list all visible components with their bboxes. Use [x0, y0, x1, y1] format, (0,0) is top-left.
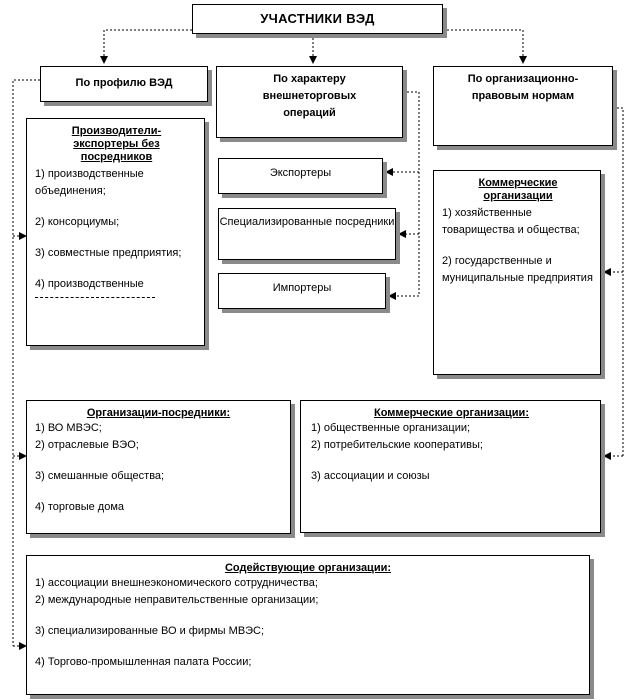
- intermediaries-item: 4) торговые дома: [35, 501, 125, 513]
- specialized-label: Специализированные посредники: [219, 216, 395, 228]
- producers-item: 1) производственные объединения;: [35, 168, 144, 197]
- diagram-title: УЧАСТНИКИ ВЭД: [260, 11, 375, 26]
- specialized-box: [218, 208, 396, 260]
- producers-continuation: [35, 297, 155, 298]
- commercial-lower-item: 2) потребительские кооперативы;: [311, 439, 483, 451]
- exporters-label: Экспортеры: [269, 167, 332, 179]
- commercial-lower-item: 3) ассоциации и союзы: [311, 470, 430, 482]
- connector-title-profile: [104, 30, 192, 63]
- category-legal: По организационно-правовым нормам: [467, 73, 579, 102]
- category-character-box: [216, 66, 403, 138]
- intermediaries-item: 2) отраслевые ВЭО;: [35, 439, 139, 451]
- intermediaries-box: [26, 400, 291, 534]
- commercial-lower-item: 1) общественные организации;: [311, 422, 471, 434]
- assisting-item: 1) ассоциации внешнеэкономического сотрудничества;: [35, 577, 318, 589]
- commercial-right-title: Коммерческие организации: [478, 177, 558, 202]
- commercial-right-item: 2) государственные и муниципальные предприятия: [442, 255, 593, 284]
- commercial-lower-title: Коммерческие организации:: [374, 407, 529, 419]
- connector-right-trunk: [613, 108, 623, 456]
- connector-title-legal: [443, 30, 523, 63]
- assisting-title: Содействующие организации:: [224, 562, 392, 574]
- category-profile-box: [40, 66, 208, 102]
- intermediaries-title: Организации-посредники:: [86, 407, 231, 419]
- assisting-item: 2) международные неправительственные организации;: [35, 594, 319, 606]
- assisting-box: [26, 555, 590, 695]
- connector-character-trunk: [403, 92, 419, 296]
- producers-item: 3) совместные предприятия;: [35, 247, 182, 259]
- diagram-title-box: [192, 4, 443, 34]
- importers-label: Импортеры: [272, 282, 332, 294]
- producers-item: 2) консорциумы;: [35, 216, 120, 228]
- assisting-item: 3) специализированные ВО и фирмы МВЭС;: [35, 625, 265, 637]
- category-character: По характеру внешнеторговых операций: [262, 73, 357, 119]
- category-profile: По профилю ВЭД: [75, 77, 173, 89]
- intermediaries-item: 1) ВО МВЭС;: [35, 422, 102, 434]
- producers-item: 4) производственные: [35, 278, 144, 290]
- commercial-right-item: 1) хозяйственные товарищества и общества;: [442, 207, 580, 236]
- producers-box: [26, 118, 205, 346]
- commercial-lower-box: [300, 400, 601, 533]
- exporters-box: [218, 158, 383, 194]
- producers-title: Производители-экспортеры без посредников: [71, 125, 162, 163]
- intermediaries-item: 3) смешанные общества;: [35, 470, 165, 482]
- commercial-right-box: [433, 170, 601, 375]
- importers-box: [218, 273, 386, 309]
- category-legal-box: [433, 66, 613, 146]
- assisting-item: 4) Торгово-промышленная палата России;: [35, 656, 252, 668]
